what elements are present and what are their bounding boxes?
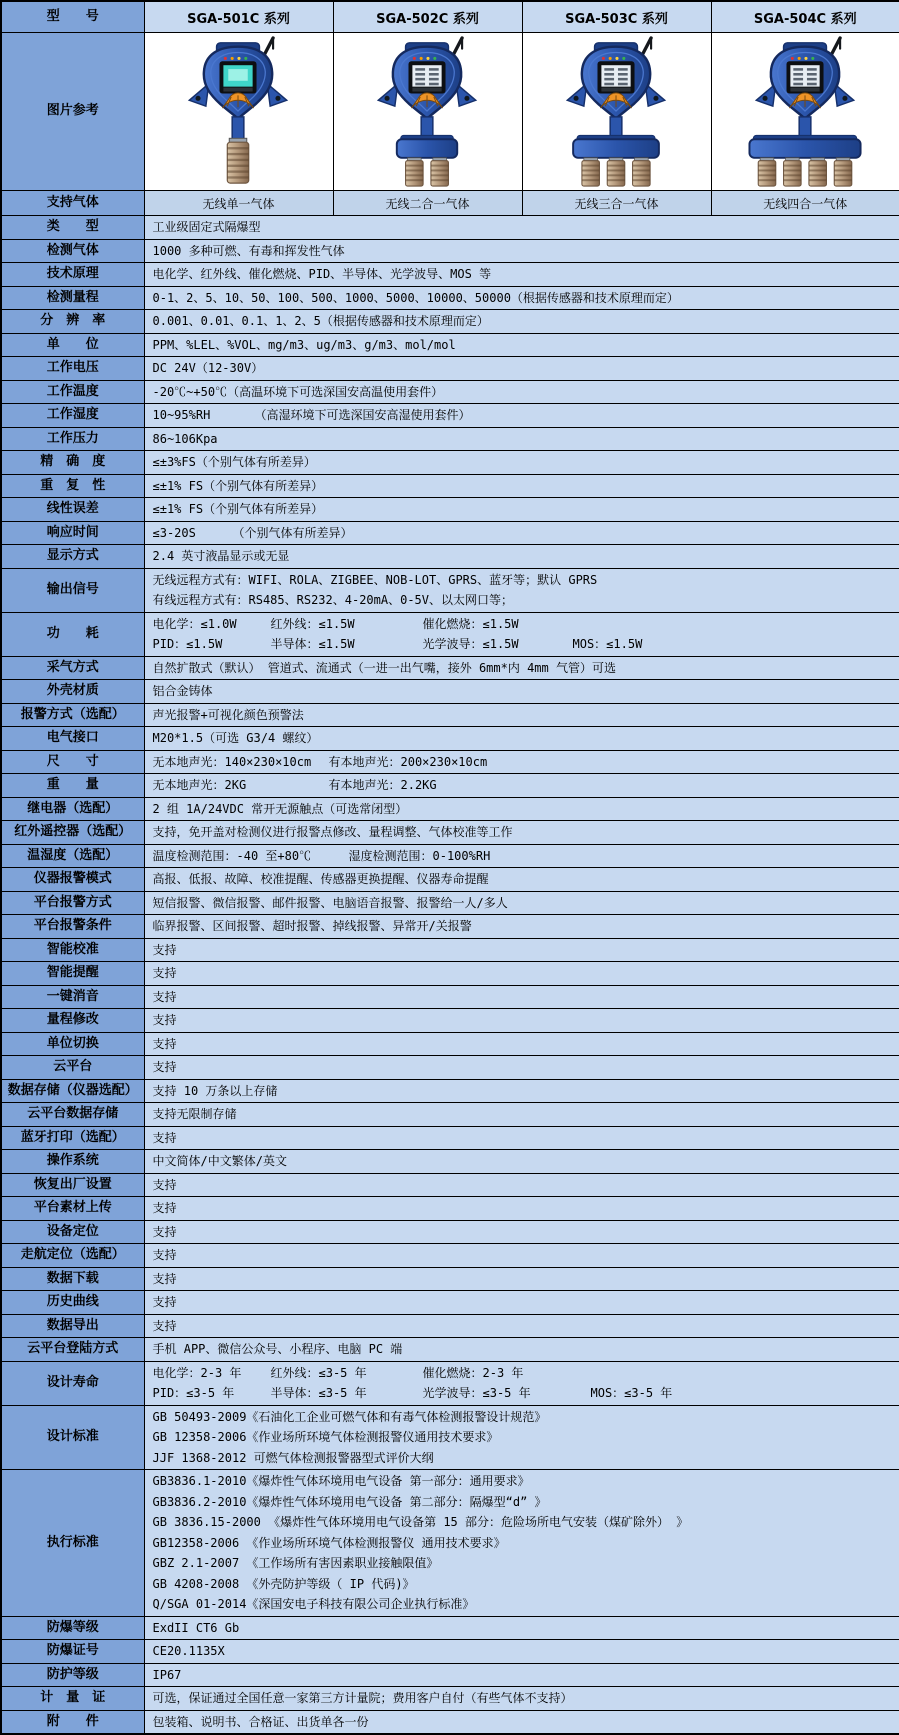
spec-row-label: 单位切换 [1, 1032, 144, 1056]
status-led-icon [237, 57, 240, 60]
spec-row-value: 支持，免开盖对检测仪进行报警点修改、量程调整、气体校准等工作 [144, 821, 899, 845]
spec-row-value: ≤±1% FS（个别气体有所差异） [144, 474, 899, 498]
spec-value-line: GB3836.2-2010《爆炸性气体环境用电气设备 第二部分：隔爆型“d” 》 [152, 1494, 547, 1509]
spec-row-label: 防爆证号 [1, 1640, 144, 1664]
spec-row-label: 仪器报警模式 [1, 868, 144, 892]
spec-row-value: ≤±1% FS（个别气体有所差异） [144, 498, 899, 522]
supported-gas-504c: 无线四合一气体 [711, 191, 899, 216]
spec-row [1, 1663, 899, 1687]
spec-row-value [144, 844, 899, 868]
spec-row-label: 一键消音 [1, 985, 144, 1009]
spec-row-label: 计 量 证 [1, 1687, 144, 1711]
spec-row-value: 2.4 英寸液晶显示或无显 [144, 545, 899, 569]
spec-row [1, 310, 899, 334]
sensor-manifold [573, 139, 659, 158]
spec-row-value: 支持 [144, 1314, 899, 1338]
spec-row [1, 680, 899, 704]
spec-row-value: 支持 [144, 1244, 899, 1268]
spec-row-label: 云平台数据存储 [1, 1103, 144, 1127]
spec-row [1, 1009, 899, 1033]
spec-value-segment: 有本地声光：2.2KG [328, 778, 437, 792]
spec-row-value: 2 组 1A/24VDC 常开无源触点（可选常闭型） [144, 797, 899, 821]
spec-row-value: 1000 多种可燃、有毒和挥发性气体 [144, 239, 899, 263]
spec-row-label: 重 量 [1, 774, 144, 798]
spec-row [1, 938, 899, 962]
spec-value-line [153, 752, 894, 773]
spec-row [1, 915, 899, 939]
spec-row-label: 数据导出 [1, 1314, 144, 1338]
spec-row [1, 1126, 899, 1150]
spec-value-line: GB 3836.15-2000 《爆炸性气体环境用电气设备第 15 部分：危险场所电气安装（煤矿除外） 》 [152, 1515, 689, 1529]
spec-row [1, 474, 899, 498]
spec-row [1, 1197, 899, 1221]
spec-row [1, 216, 899, 240]
status-led-icon [622, 57, 625, 60]
spec-value-segment: 有本地声光：200×230×10cm [328, 754, 488, 769]
spec-row [1, 1361, 899, 1405]
spec-row-value: 工业级固定式隔爆型 [144, 216, 899, 240]
gas-detector-illustration [146, 35, 331, 188]
spec-value-line [153, 634, 894, 655]
spec-row [1, 1710, 899, 1734]
spec-row-value [144, 750, 899, 774]
spec-row [1, 1291, 899, 1315]
spec-row-value: 铝合金铸体 [144, 680, 899, 704]
spec-row-value: 临界报警、区间报警、超时报警、掉线报警、异常开/关报警 [144, 915, 899, 939]
spec-row [1, 545, 899, 569]
status-led-icon [602, 57, 605, 60]
spec-row [1, 239, 899, 263]
spec-value-segment: 湿度检测范围：0-100%RH [348, 848, 491, 863]
spec-row-value: 自然扩散式（默认） 管道式、流通式（一进一出气嘴，接外 6mm*内 4mm 气管）可选 [144, 656, 899, 680]
spec-row [1, 1244, 899, 1268]
spec-row [1, 891, 899, 915]
spec-row-label: 温湿度（选配） [1, 844, 144, 868]
spec-row-label: 防护等级 [1, 1663, 144, 1687]
spec-row-label: 电气接口 [1, 727, 144, 751]
spec-row-value: 电化学、红外线、催化燃烧、PID、半导体、光学波导、MOS 等 [144, 263, 899, 287]
spec-value-line: GB 50493-2009《石油化工企业可燃气体和有毒气体检测报警设计规范》 [152, 1409, 547, 1424]
spec-row-label: 云平台登陆方式 [1, 1338, 144, 1362]
status-led-icon [244, 57, 247, 60]
spec-value-line [153, 614, 894, 635]
spec-row-label: 采气方式 [1, 656, 144, 680]
gas-sensor [758, 161, 776, 186]
spec-row-label: 防爆等级 [1, 1616, 144, 1640]
spec-value-line: Q/SGA 01-2014《深国安电子科技有限公司企业执行标准》 [152, 1597, 475, 1611]
spec-row-label: 量程修改 [1, 1009, 144, 1033]
spec-value-line [153, 775, 894, 796]
spec-value-segment: 10~95%RH [152, 408, 211, 422]
spec-row-value [144, 612, 899, 656]
spec-value-line [153, 1363, 894, 1384]
model-header-504c: SGA-504C 系列 [711, 1, 899, 33]
spec-value-segment: 光学波导：≤1.5W [422, 637, 519, 651]
spec-row [1, 1640, 899, 1664]
spec-value-segment: （高湿环境下可选深国安高湿使用套件） [254, 408, 471, 422]
spec-row-label: 报警方式（选配） [1, 703, 144, 727]
spec-row [1, 1150, 899, 1174]
spec-row-value: 声光报警+可视化颜色预警法 [144, 703, 899, 727]
spec-row-label: 外壳材质 [1, 680, 144, 704]
spec-row-label: 功 耗 [1, 612, 144, 656]
supported-gas-label: 支持气体 [1, 191, 144, 216]
spec-row [1, 844, 899, 868]
spec-value-segment: 无本地声光：2KG [152, 778, 247, 792]
status-led-icon [791, 57, 794, 60]
gas-sensor [834, 161, 852, 186]
gas-detector-illustration [524, 35, 709, 188]
status-led-icon [224, 57, 227, 60]
status-led-icon [615, 57, 618, 60]
spec-value-segment: MOS：≤1.5W [572, 637, 643, 651]
spec-value-line [153, 523, 894, 544]
device-image-503c [522, 33, 711, 191]
spec-row-value [144, 1470, 899, 1617]
spec-value-segment: ≤3-20S [152, 525, 196, 540]
spec-row-label: 云平台 [1, 1056, 144, 1080]
spec-value-line: 无线远程方式有：WIFI、ROLA、ZIGBEE、NOB-LOT、GPRS、蓝牙等；默认 GPRS [152, 572, 598, 587]
spec-row-value: 支持 [144, 1291, 899, 1315]
spec-row-value [144, 404, 899, 428]
status-led-icon [804, 57, 807, 60]
spec-row [1, 1338, 899, 1362]
spec-row-value: 中文简体/中文繁体/英文 [144, 1150, 899, 1174]
spec-row-value: PPM、%LEL、%VOL、mg/m3、ug/m3、g/m3、mol/mol [144, 333, 899, 357]
model-row [1, 1, 899, 33]
spec-row-label: 红外遥控器（选配） [1, 821, 144, 845]
model-header-503c: SGA-503C 系列 [522, 1, 711, 33]
spec-row-value: 包装箱、说明书、合格证、出货单各一份 [144, 1710, 899, 1734]
spec-row-label: 重 复 性 [1, 474, 144, 498]
spec-row-value: 支持 [144, 1126, 899, 1150]
spec-row-label: 技术原理 [1, 263, 144, 287]
spec-value-segment: 电化学：2-3 年 [152, 1365, 242, 1380]
spec-row-label: 历史曲线 [1, 1291, 144, 1315]
spec-row-label: 附 件 [1, 1710, 144, 1734]
spec-row [1, 357, 899, 381]
spec-row-value [144, 1361, 899, 1405]
spec-value-segment: 无本地声光：140×230×10cm [152, 754, 312, 769]
spec-row [1, 380, 899, 404]
supported-gas-501c: 无线单一气体 [144, 191, 333, 216]
spec-row-value [144, 568, 899, 612]
spec-row-label: 设计寿命 [1, 1361, 144, 1405]
spec-row-label: 工作电压 [1, 357, 144, 381]
status-led-icon [413, 57, 416, 60]
spec-row [1, 1220, 899, 1244]
spec-row-label: 单 位 [1, 333, 144, 357]
spec-value-segment: MOS：≤3-5 年 [590, 1386, 673, 1400]
spec-row-label: 显示方式 [1, 545, 144, 569]
spec-row-value [144, 774, 899, 798]
spec-row-value: ≤±3%FS（个别气体有所差异） [144, 451, 899, 475]
spec-row-value: 支持无限制存储 [144, 1103, 899, 1127]
spec-row [1, 774, 899, 798]
spec-row-value: -20℃~+50℃（高温环境下可选深国安高温使用套件） [144, 380, 899, 404]
spec-value-line: JJF 1368-2012 可燃气体检测报警器型式评价大纲 [152, 1450, 434, 1465]
spec-row-value: ExdII CT6 Gb [144, 1616, 899, 1640]
spec-row [1, 727, 899, 751]
spec-value-segment: 半导体：≤1.5W [270, 637, 355, 651]
spec-value-segment: 温度检测范围：-40 至+80℃ [152, 848, 312, 863]
status-led-icon [426, 57, 429, 60]
spec-rows-body [1, 216, 899, 1735]
spec-value-segment: 光学波导：≤3-5 年 [422, 1386, 531, 1400]
spec-row [1, 286, 899, 310]
image-row [1, 33, 899, 191]
spec-row-value: IP67 [144, 1663, 899, 1687]
spec-row [1, 1687, 899, 1711]
spec-row-label: 智能校准 [1, 938, 144, 962]
spec-row-label: 平台素材上传 [1, 1197, 144, 1221]
gas-detector-illustration [335, 35, 520, 188]
spec-row-label: 继电器（选配） [1, 797, 144, 821]
spec-row-value: 支持 [144, 985, 899, 1009]
spec-value-line: GB 4208-2008 《外壳防护等级（ IP 代码)》 [152, 1576, 415, 1591]
gas-sensor [406, 161, 424, 186]
spec-row-value: 可选，保证通过全国任意一家第三方计量院；费用客户自付（有些气体不支持） [144, 1687, 899, 1711]
spec-row [1, 1267, 899, 1291]
spec-row [1, 612, 899, 656]
spec-value-segment: 电化学：≤1.0W [152, 616, 237, 631]
spec-value-segment: （个别气体有所差异） [232, 525, 353, 540]
spec-row-label: 智能提醒 [1, 962, 144, 986]
spec-row [1, 962, 899, 986]
spec-row-label: 设备定位 [1, 1220, 144, 1244]
spec-value-line: 有线远程方式有：RS485、RS232、4-20mA、0-5V、以太网口等； [152, 593, 513, 607]
device-image-504c [711, 33, 899, 191]
sensor-manifold [397, 139, 457, 158]
spec-row-value: 支持 10 万条以上存储 [144, 1079, 899, 1103]
spec-row-value: 支持 [144, 1220, 899, 1244]
spec-row [1, 1470, 899, 1617]
spec-row-value: M20*1.5（可选 G3/4 螺纹） [144, 727, 899, 751]
supported-gas-503c: 无线三合一气体 [522, 191, 711, 216]
spec-row-label: 精 确 度 [1, 451, 144, 475]
spec-row [1, 333, 899, 357]
spec-row [1, 1405, 899, 1470]
spec-row [1, 1103, 899, 1127]
spec-row-label: 恢复出厂设置 [1, 1173, 144, 1197]
spec-row [1, 750, 899, 774]
spec-value-line: GBZ 2.1-2007 《工作场所有害因素职业接触限值》 [152, 1556, 439, 1570]
spec-row [1, 451, 899, 475]
spec-row-value: 0-1、2、5、10、50、100、500、1000、5000、10000、50000（根据传感器和技术原理而定） [144, 286, 899, 310]
sensor-manifold [749, 139, 860, 158]
spec-value-segment: PID：≤3-5 年 [152, 1386, 235, 1400]
spec-value-segment: 催化燃烧：≤1.5W [422, 616, 519, 631]
gas-sensor [607, 161, 625, 186]
spec-row-value: 短信报警、微信报警、邮件报警、电脑语音报警、报警给一人/多人 [144, 891, 899, 915]
spec-row-label: 走航定位（选配） [1, 1244, 144, 1268]
spec-row-label: 数据下载 [1, 1267, 144, 1291]
device-image-501c [144, 33, 333, 191]
gas-sensor [582, 161, 600, 186]
spec-row-value: 0.001、0.01、0.1、1、2、5（根据传感器和技术原理而定） [144, 310, 899, 334]
spec-row [1, 1173, 899, 1197]
spec-row [1, 985, 899, 1009]
spec-row-value: 86~106Kpa [144, 427, 899, 451]
spec-row-label: 操作系统 [1, 1150, 144, 1174]
spec-row-value [144, 1405, 899, 1470]
spec-value-segment: 催化燃烧：2-3 年 [422, 1365, 524, 1380]
spec-row-value: 支持 [144, 938, 899, 962]
status-led-icon [609, 57, 612, 60]
status-led-icon [811, 57, 814, 60]
spec-row-label: 执行标准 [1, 1470, 144, 1617]
image-row-label: 图片参考 [1, 33, 144, 191]
gas-sensor [633, 161, 651, 186]
spec-row-label: 工作湿度 [1, 404, 144, 428]
spec-value-line [153, 846, 894, 867]
supported-gas-row [1, 191, 899, 216]
gas-sensor [783, 161, 801, 186]
spec-row-value: 支持 [144, 962, 899, 986]
spec-value-line: GB 12358-2006《作业场所环境气体检测报警仪通用技术要求》 [152, 1430, 499, 1444]
spec-value-line [153, 1383, 894, 1404]
spec-row-value: CE20.1135X [144, 1640, 899, 1664]
spec-row [1, 821, 899, 845]
spec-row [1, 1616, 899, 1640]
spec-row-label: 输出信号 [1, 568, 144, 612]
model-header-502c: SGA-502C 系列 [333, 1, 522, 33]
spec-value-segment: PID：≤1.5W [152, 637, 223, 651]
status-led-icon [433, 57, 436, 60]
gas-detector-illustration [713, 35, 898, 188]
spec-row-label: 工作压力 [1, 427, 144, 451]
gas-sensor [431, 161, 449, 186]
spec-row-label: 线性误差 [1, 498, 144, 522]
spec-row [1, 868, 899, 892]
spec-row [1, 427, 899, 451]
spec-value-line: GB12358-2006 《作业场所环境气体检测报警仪 通用技术要求》 [152, 1535, 506, 1550]
spec-row [1, 1079, 899, 1103]
spec-row-label: 类 型 [1, 216, 144, 240]
spec-value-line: GB3836.1-2010《爆炸性气体环境用电气设备 第一部分：通用要求》 [152, 1474, 530, 1488]
spec-row-label: 响应时间 [1, 521, 144, 545]
spec-row-value: 支持 [144, 1267, 899, 1291]
supported-gas-502c: 无线二合一气体 [333, 191, 522, 216]
spec-row [1, 656, 899, 680]
spec-row-label: 分 辨 率 [1, 310, 144, 334]
spec-row-label: 检测量程 [1, 286, 144, 310]
status-led-icon [420, 57, 423, 60]
spec-row [1, 1056, 899, 1080]
spec-row-label: 尺 寸 [1, 750, 144, 774]
spec-row [1, 797, 899, 821]
spec-row-label: 设计标准 [1, 1405, 144, 1470]
spec-row-value: 支持 [144, 1032, 899, 1056]
spec-row-value: DC 24V（12-30V） [144, 357, 899, 381]
device-image-502c [333, 33, 522, 191]
spec-row-label: 平台报警条件 [1, 915, 144, 939]
gas-sensor [809, 161, 827, 186]
spec-row [1, 498, 899, 522]
spec-row-label: 平台报警方式 [1, 891, 144, 915]
spec-value-segment: 红外线：≤1.5W [270, 616, 355, 631]
spec-row [1, 263, 899, 287]
spec-value-line [153, 405, 894, 426]
spec-row-value: 支持 [144, 1197, 899, 1221]
spec-row [1, 521, 899, 545]
spec-row-label: 蓝牙打印（选配） [1, 1126, 144, 1150]
spec-row [1, 1314, 899, 1338]
status-led-icon [797, 57, 800, 60]
spec-row-value [144, 521, 899, 545]
spec-row-value: 手机 APP、微信公众号、小程序、电脑 PC 端 [144, 1338, 899, 1362]
spec-row-label: 数据存储（仪器选配） [1, 1079, 144, 1103]
spec-row-value: 支持 [144, 1056, 899, 1080]
spec-row-value: 支持 [144, 1009, 899, 1033]
spec-row [1, 404, 899, 428]
model-header-501c: SGA-501C 系列 [144, 1, 333, 33]
spec-row [1, 703, 899, 727]
spec-row-label: 工作温度 [1, 380, 144, 404]
spec-row-label: 检测气体 [1, 239, 144, 263]
spec-row-value: 支持 [144, 1173, 899, 1197]
status-led-icon [231, 57, 234, 60]
spec-value-segment: 半导体：≤3-5 年 [270, 1386, 367, 1400]
spec-value-segment: 红外线：≤3-5 年 [270, 1365, 367, 1380]
spec-row [1, 1032, 899, 1056]
spec-row [1, 568, 899, 612]
model-row-label: 型 号 [1, 1, 144, 33]
spec-row-value: 高报、低报、故障、校准提醒、传感器更换提醒、仪器寿命提醒 [144, 868, 899, 892]
